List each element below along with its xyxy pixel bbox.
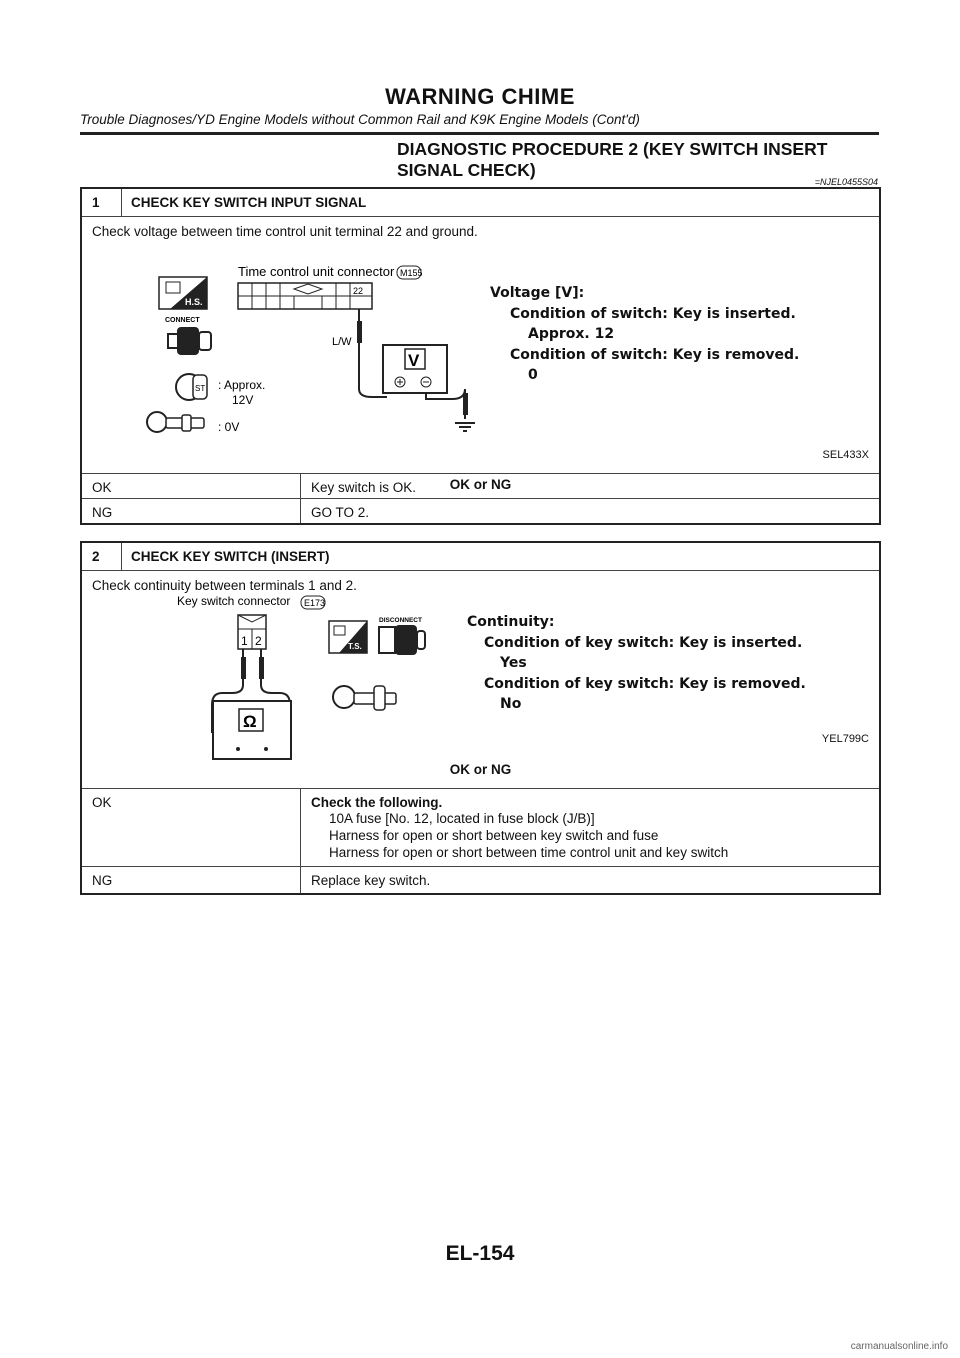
result-row-ok: [82, 473, 879, 498]
page-number: EL-154: [445, 1242, 515, 1265]
connector-id-badge: [397, 266, 423, 279]
step-1-header: [82, 189, 879, 216]
step-2-box: [80, 541, 881, 895]
step-2-header: [82, 543, 879, 570]
procedure-title: [397, 139, 877, 181]
procedure-ref: =NJEL0455S04: [814, 177, 878, 187]
step-2-figure: [82, 593, 879, 771]
meter-symbol: V: [408, 351, 420, 370]
connector-plug-icon: [168, 327, 211, 355]
step-1-instruction: Check voltage between time control unit terminal 22 and ground.: [92, 224, 478, 239]
cond-title: Voltage [V]:: [490, 285, 585, 301]
figure-code: YEL799C: [821, 733, 869, 745]
procedure-title-line1: DIAGNOSTIC PROCEDURE 2 (KEY SWITCH INSERT: [397, 139, 828, 159]
step-1-figure: [82, 239, 879, 461]
key-in-value: 12V: [232, 393, 254, 407]
key-switch-connector: [238, 615, 266, 649]
terminal-1-label: 1: [241, 634, 248, 648]
hs-badge-icon: [159, 277, 207, 309]
connect-label: CONNECT: [165, 317, 200, 324]
ground-icon: [455, 423, 475, 431]
key-in-tag: ST: [195, 384, 206, 393]
probe-negative-icon: [463, 393, 468, 415]
key-in-label: : Approx.: [218, 378, 266, 392]
step-2-conditions: [467, 612, 806, 715]
key-icon: [333, 686, 396, 710]
hs-badge-text: H.S.: [185, 297, 203, 307]
svg-text:M155: M155: [400, 268, 423, 278]
check-item: Harness for open or short between time control unit and key switch: [329, 845, 729, 860]
result-row-ng: [82, 498, 879, 523]
check-following-label: Check the following.: [311, 795, 443, 810]
cond-2-value: 0: [528, 367, 538, 383]
header-rule: [80, 132, 879, 135]
terminal-22-label: 22: [353, 286, 364, 296]
result-key: NG: [82, 499, 301, 523]
result-key: NG: [82, 867, 301, 893]
cond-1: Condition of switch: Key is inserted.: [510, 305, 796, 322]
step-1-number: 1: [82, 189, 122, 216]
procedure-title-line2: SIGNAL CHECK): [397, 160, 536, 180]
section-subtitle: Trouble Diagnoses/YD Engine Models without Common Rail and K9K Engine Models (Cont'd): [80, 112, 640, 127]
cond-1-value: Yes: [500, 655, 527, 671]
figure-code: SEL433X: [822, 449, 869, 461]
key-removed-icon: [147, 412, 204, 432]
ohmmeter-icon: [213, 701, 291, 759]
cond-1-value: Approx. 12: [528, 326, 615, 342]
time-control-connector: [238, 283, 372, 309]
key-inserted-icon: [176, 374, 207, 400]
key-out-label: : 0V: [218, 420, 240, 434]
check-item: Harness for open or short between key switch and fuse: [329, 828, 659, 843]
probe-positive-icon: [357, 321, 362, 343]
step-1-title: CHECK KEY SWITCH INPUT SIGNAL: [131, 195, 367, 210]
time-connector-label: Time control unit connector: [238, 264, 395, 279]
result-value: [301, 789, 879, 866]
disconnect-plug-icon: [379, 625, 425, 655]
voltmeter-icon: [383, 345, 447, 393]
cond-2: Condition of key switch: Key is removed.: [484, 675, 806, 692]
result-row-ok: [82, 788, 879, 866]
step-2-number: 2: [82, 543, 122, 570]
section-title: WARNING CHIME: [385, 84, 575, 109]
svg-text:E173: E173: [304, 598, 326, 608]
watermark[interactable]: carmanualsonline.info: [850, 1341, 948, 1352]
cond-title: Continuity:: [467, 614, 555, 630]
result-key: OK: [82, 789, 301, 866]
step-1-conditions: [490, 283, 799, 386]
step-2-title: CHECK KEY SWITCH (INSERT): [131, 549, 330, 564]
ohm-symbol: Ω: [243, 712, 257, 731]
cond-2-value: No: [500, 696, 522, 712]
ts-badge-icon: [329, 621, 367, 653]
result-value: GO TO 2.: [311, 505, 370, 520]
result-row-ng: [82, 866, 879, 893]
ok-or-ng-label: OK or NG: [449, 477, 512, 492]
terminal-2-label: 2: [255, 634, 262, 648]
result-value: Replace key switch.: [311, 873, 431, 888]
cond-2: Condition of switch: Key is removed.: [510, 346, 800, 363]
step-1-box: [80, 187, 881, 525]
step-2-instruction: Check continuity between terminals 1 and 2.: [92, 578, 357, 593]
cond-1: Condition of key switch: Key is inserted.: [484, 634, 803, 651]
connector-id-badge: [301, 596, 325, 609]
wire-color-label: L/W: [332, 336, 352, 348]
step-2-body: [82, 570, 879, 777]
check-item: 10A fuse [No. 12, located in fuse block (J/B)]: [329, 811, 595, 826]
disconnect-label: DISCONNECT: [379, 617, 422, 624]
key-connector-label: Key switch connector: [177, 594, 291, 608]
ts-badge-text: T.S.: [348, 642, 362, 651]
result-value: Key switch is OK.: [311, 480, 417, 495]
ok-or-ng-label: OK or NG: [449, 762, 512, 777]
result-key: OK: [82, 474, 301, 498]
